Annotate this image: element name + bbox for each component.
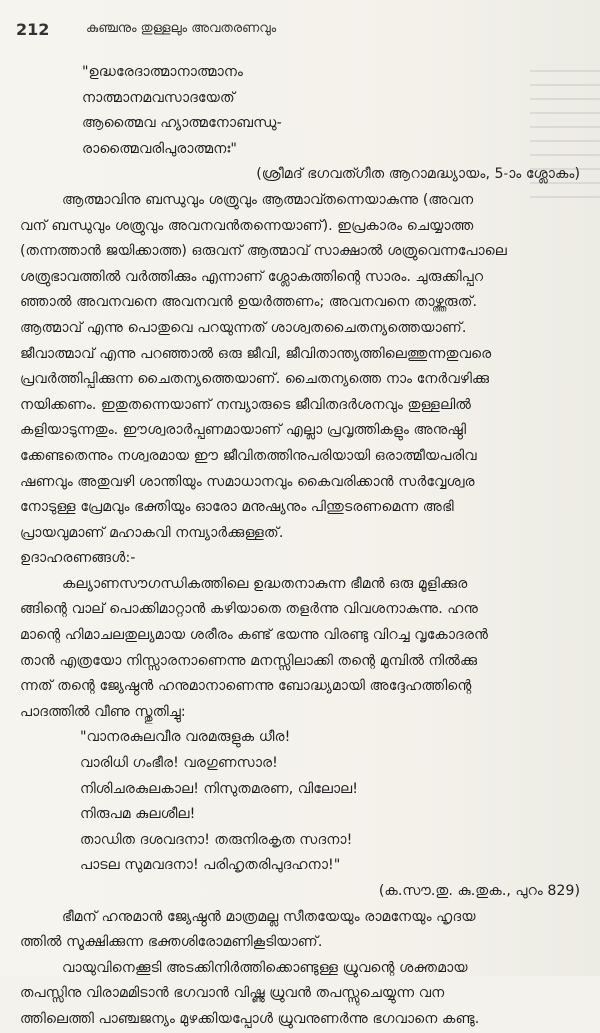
- text-line: താൻ എത്രയോ നിസ്സാരനാണെന്നു മനസ്സിലാക്കി തന്റെ മുമ്പിൽ നിൽക്കു: [20, 652, 478, 669]
- text-line: ക്കേണ്ടതെന്നും നശ്വരമായ ഈ ജീവിതത്തിനുപരിയായി ഒരാത്മീയപരിവ: [20, 447, 477, 464]
- text-line: (തന്നത്താൻ ജയിക്കാത്ത) ഒരുവന് ആത്മാവ് സാക്ഷാൽ ശത്രുവെന്നപോലെ: [20, 243, 507, 260]
- paragraph-dhruva: [20, 956, 580, 1033]
- paragraph-atma: [20, 188, 580, 546]
- text-line: ശത്രുഭാവത്തിൽ വർത്തിക്കും എന്നാണ് ശ്ലോകത്തിന്റെ സാരം. ചുരുക്കിപ്പറ: [20, 268, 484, 285]
- verse-line: "ഉദ്ധരേദാത്മാനാത്മാനം: [82, 64, 243, 80]
- text-line: പാദത്തിൽ വീണു സ്തുതിച്ചു:: [20, 703, 186, 720]
- verse-citation: (ശ്രീമദ് ഭഗവത്ഗീത ആറാമദ്ധ്യായം, 5-ാം ശ്ലോകം): [256, 166, 580, 183]
- verse-line: താഡിത ദശവദനാ! തരുനിരകൃത സദനാ!: [80, 831, 353, 848]
- verse-line: നിരുപമ കുലശീല!: [80, 806, 196, 823]
- text-line: കല്യാണസൗഗന്ധികത്തിലെ ഉദ്ധതനാകുന്ന ഭീമൻ ഒരു മൂളിക്കുര: [62, 575, 468, 592]
- page-body: [20, 60, 580, 1033]
- text-line: നയിക്കണം. ഇതുതന്നെയാണ് നമ്പ്യാരുടെ ജീവിതദർശനവും തുള്ളലിൽ: [20, 396, 472, 413]
- page-header: [14, 20, 586, 44]
- text-line: ഷണവും അതുവഴി ശാന്തിയും സമാധാനവും കൈവരിക്കാൻ സർവ്വേശ്വര: [20, 473, 475, 490]
- text-line: പ്രായവുമാണ് മഹാകവി നമ്പ്യാർക്കുള്ളത്.: [20, 524, 284, 541]
- page-number: 212: [16, 20, 50, 39]
- text-line: വന് ബന്ധുവും ശത്രുവും അവനവൻതന്നെയാണ്). ഇപ്രകാരം ചെയ്യാത്ത: [20, 217, 474, 234]
- verse-line: നാത്മാനമവസാദയേത്: [82, 89, 235, 106]
- text-line: മാന്റെ ഹിമാചലതുല്യമായ ശരീരം കണ്ട് ഭയന്നു വിരണ്ടു വിറച്ച വൃകോദരൻ: [20, 627, 489, 644]
- verse-line: രാത്മൈവരിപുരാത്മനഃ": [82, 140, 237, 157]
- text-line: ത്തിൽ സൂക്ഷിക്കുന്ന ഭക്തശിരോമണികൂടിയാണ്.: [20, 934, 323, 951]
- hanuman-stuti-verse: [20, 725, 580, 879]
- text-line: ഞ്ഞാൽ അവനവനെ അവനവൻ ഉയർത്തണം; അവനവനെ താഴ്ത്തരുത്.: [20, 294, 478, 311]
- text-line: ത്തിലെത്തി പാഞ്ചജന്യം മുഴക്കിയപ്പോൾ ധ്രുവനുണർന്നു ഭഗവാനെ കണ്ടു.: [20, 1010, 480, 1027]
- text-line: ആത്മാവ് എന്നു പൊതുവെ പറയുന്നത് ശാശ്വതചൈതന്യത്തെയാണ്.: [20, 319, 467, 336]
- text-line: തപസ്സിനു വിരാമമിടാൻ ഭഗവാൻ വിഷ്ണു ധ്രുവൻ തപസ്സുചെയ്യുന്ന വന: [20, 985, 445, 1002]
- text-line: ഭീമന് ഹനുമാൻ ജ്യേഷ്ഠൻ മാത്രമല്ല സീതയേയും രാമനേയും ഹൃദയ: [62, 908, 476, 925]
- text-line: പ്രവർത്തിപ്പിക്കുന്ന ചൈതന്യത്തെയാണ്. ചൈതന്യത്തെ നാം നേർവഴിക്കു: [20, 371, 490, 388]
- paragraph-bhakta: [20, 905, 580, 956]
- text-line: ജീവാത്മാവ് എന്നു പറഞ്ഞാൽ ഒരു ജീവി, ജീവിതാന്ത്യത്തിലെത്തുന്നതുവരെ: [20, 345, 492, 362]
- text-line: വായുവിനെക്കൂടി അടക്കിനിർത്തിക്കൊണ്ടുള്ള ധ്രുവന്റെ ശക്തമായ: [62, 959, 468, 976]
- verse-citation: (ക.സൗ.തു. കു.തുക., പുറം 829): [378, 883, 580, 899]
- text-line: കളിയാടുന്നതും. ഈശ്വരാർപ്പണമായാണ് എല്ലാ പ്രവൃത്തികളും അനുഷ്ഠി: [20, 422, 467, 439]
- gita-verse: [20, 60, 580, 162]
- verse-line: "വാനരകുലവീര വരമരുളുക ധീര!: [80, 729, 291, 746]
- text-line: ആത്മാവിനു ബന്ധുവും ശത്രുവും ആത്മാവ്തന്നെയാകുന്നു (അവന: [62, 191, 474, 208]
- text-line: നോടുള്ള പ്രേമവും ഭക്തിയും ഓരോ മനുഷ്യനും പിന്തുടരണമെന്ന അഭി: [20, 499, 454, 516]
- verse-line: നിശിചരകുലകാല! നിസുതമരണ, വിലോല!: [80, 780, 358, 797]
- examples-heading: ഉദാഹരണങ്ങൾ:-: [20, 550, 136, 567]
- running-title: കുഞ്ചനും തുള്ളലും അവതരണവും: [86, 21, 277, 36]
- verse-line: വാരിധി ഗംഭീര! വരഗുണസാര!: [80, 755, 278, 772]
- text-line: ന്നത് തന്റെ ജ്യേഷ്ഠൻ ഹനുമാനാണെന്നു ബോദ്ധ്യമായി അദ്ദേഹത്തിന്റെ: [20, 678, 472, 695]
- verse-line: ആത്മൈവ ഹ്യാത്മനോബന്ധു-: [82, 115, 282, 132]
- paragraph-bhima: [20, 572, 580, 726]
- text-line: ങ്ങിന്റെ വാല് പൊക്കിമാറ്റാൻ കഴിയാതെ തളർന്നു വിവശനാകുന്നു. ഹനു: [20, 601, 479, 618]
- verse-line: പാടല സുമവദനാ! പരിഹൃതരിപുദഹനാ!": [80, 857, 341, 874]
